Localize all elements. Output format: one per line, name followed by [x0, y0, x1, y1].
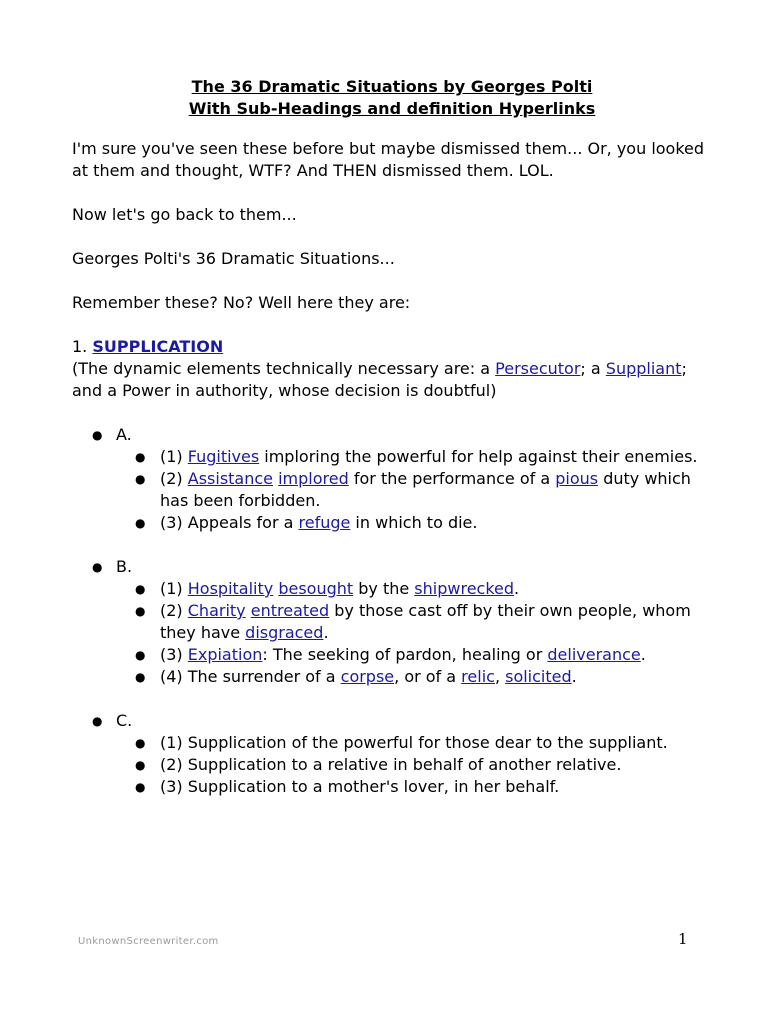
paragraph-back: Now let's go back to them... — [72, 205, 297, 224]
bullet-icon: ● — [92, 714, 103, 728]
supplication-link[interactable]: SUPPLICATION — [92, 337, 224, 356]
bullet-icon: ● — [135, 516, 146, 530]
list-item: ● (1) Fugitives imploring the powerful for help against their enemies. — [135, 447, 698, 466]
list-item: ● (4) The surrender of a corpse, or of a relic, solicited. — [135, 667, 577, 686]
group-a — [72, 424, 712, 534]
group-label: C. — [116, 711, 133, 730]
refuge-link[interactable]: refuge — [298, 513, 351, 532]
bullet-icon: ● — [135, 736, 146, 750]
bullet-icon: ● — [135, 472, 146, 486]
deliverance-link[interactable]: deliverance — [547, 645, 641, 664]
expiation-link[interactable]: Expiation — [187, 645, 263, 664]
intro-paragraph: I'm sure you've seen these before but maybe dismissed them... Or, you looked at them and thought, WTF? And THEN dismissed them. LOL. — [72, 139, 705, 180]
page-number: 1 — [678, 930, 688, 948]
group-label: A. — [116, 425, 132, 444]
disgraced-link[interactable]: disgraced — [245, 623, 324, 642]
list-item: ● (1) Hospitality besought by the shipwrecked. — [135, 579, 520, 598]
fugitives-link[interactable]: Fugitives — [187, 447, 260, 466]
suppliant-link[interactable]: Suppliant — [605, 359, 682, 378]
bullet-icon: ● — [135, 648, 146, 662]
solicited-link[interactable]: solicited — [505, 667, 572, 686]
list-item: ● (2) Charity entreated by those cast off by their own people, whom they have disgraced. — [135, 601, 691, 642]
bullet-icon: ● — [135, 758, 146, 772]
shipwrecked-link[interactable]: shipwrecked — [414, 579, 515, 598]
hospitality-link[interactable]: Hospitality — [187, 579, 274, 598]
section-heading: 1. SUPPLICATION — [72, 337, 224, 356]
list-item: ● (3) Appeals for a refuge in which to die. — [135, 513, 478, 532]
list-item: ● (3) Supplication to a mother's lover, in her behalf. — [135, 777, 560, 796]
list-item: ● (1) Supplication of the powerful for those dear to the suppliant. — [135, 733, 668, 752]
list-item: ● (2) Assistance implored for the performance of a pious duty which has been forbidden. — [135, 469, 691, 510]
bullet-icon: ● — [135, 450, 146, 464]
charity-link[interactable]: Charity — [187, 601, 246, 620]
assistance-link[interactable]: Assistance — [187, 469, 274, 488]
group-label: B. — [116, 557, 133, 576]
document-page — [72, 60, 712, 798]
corpse-link[interactable]: corpse — [340, 667, 395, 686]
paragraph-polti: Georges Polti's 36 Dramatic Situations... — [72, 249, 395, 268]
paragraph-remember: Remember these? No? Well here they are: — [72, 293, 411, 312]
title-line-2: With Sub-Headings and definition Hyperlinks — [188, 99, 596, 118]
bullet-icon: ● — [135, 582, 146, 596]
title-line-1: The 36 Dramatic Situations by Georges Polti — [191, 77, 593, 96]
bullet-icon: ● — [135, 780, 146, 794]
besought-link[interactable]: besought — [278, 579, 354, 598]
bullet-icon: ● — [92, 428, 103, 442]
list-item: ● (2) Supplication to a relative in behalf of another relative. — [135, 755, 622, 774]
bullet-icon: ● — [135, 604, 146, 618]
bullet-icon: ● — [135, 670, 146, 684]
bullet-icon: ● — [92, 560, 103, 574]
section-description: (The dynamic elements technically necessary are: a Persecutor; a Suppliant; and a Power in authority, whose decision is doubtful) — [72, 359, 687, 400]
pious-link[interactable]: pious — [555, 469, 599, 488]
situation-groups — [72, 424, 712, 798]
list-item: ● (3) Expiation: The seeking of pardon, healing or deliverance. — [135, 645, 646, 664]
relic-link[interactable]: relic — [461, 667, 495, 686]
group-b — [72, 556, 712, 688]
group-c — [72, 710, 712, 798]
implored-link[interactable]: implored — [278, 469, 349, 488]
entreated-link[interactable]: entreated — [250, 601, 330, 620]
footer-site: UnknownScreenwriter.com — [78, 936, 219, 947]
persecutor-link[interactable]: Persecutor — [495, 359, 581, 378]
